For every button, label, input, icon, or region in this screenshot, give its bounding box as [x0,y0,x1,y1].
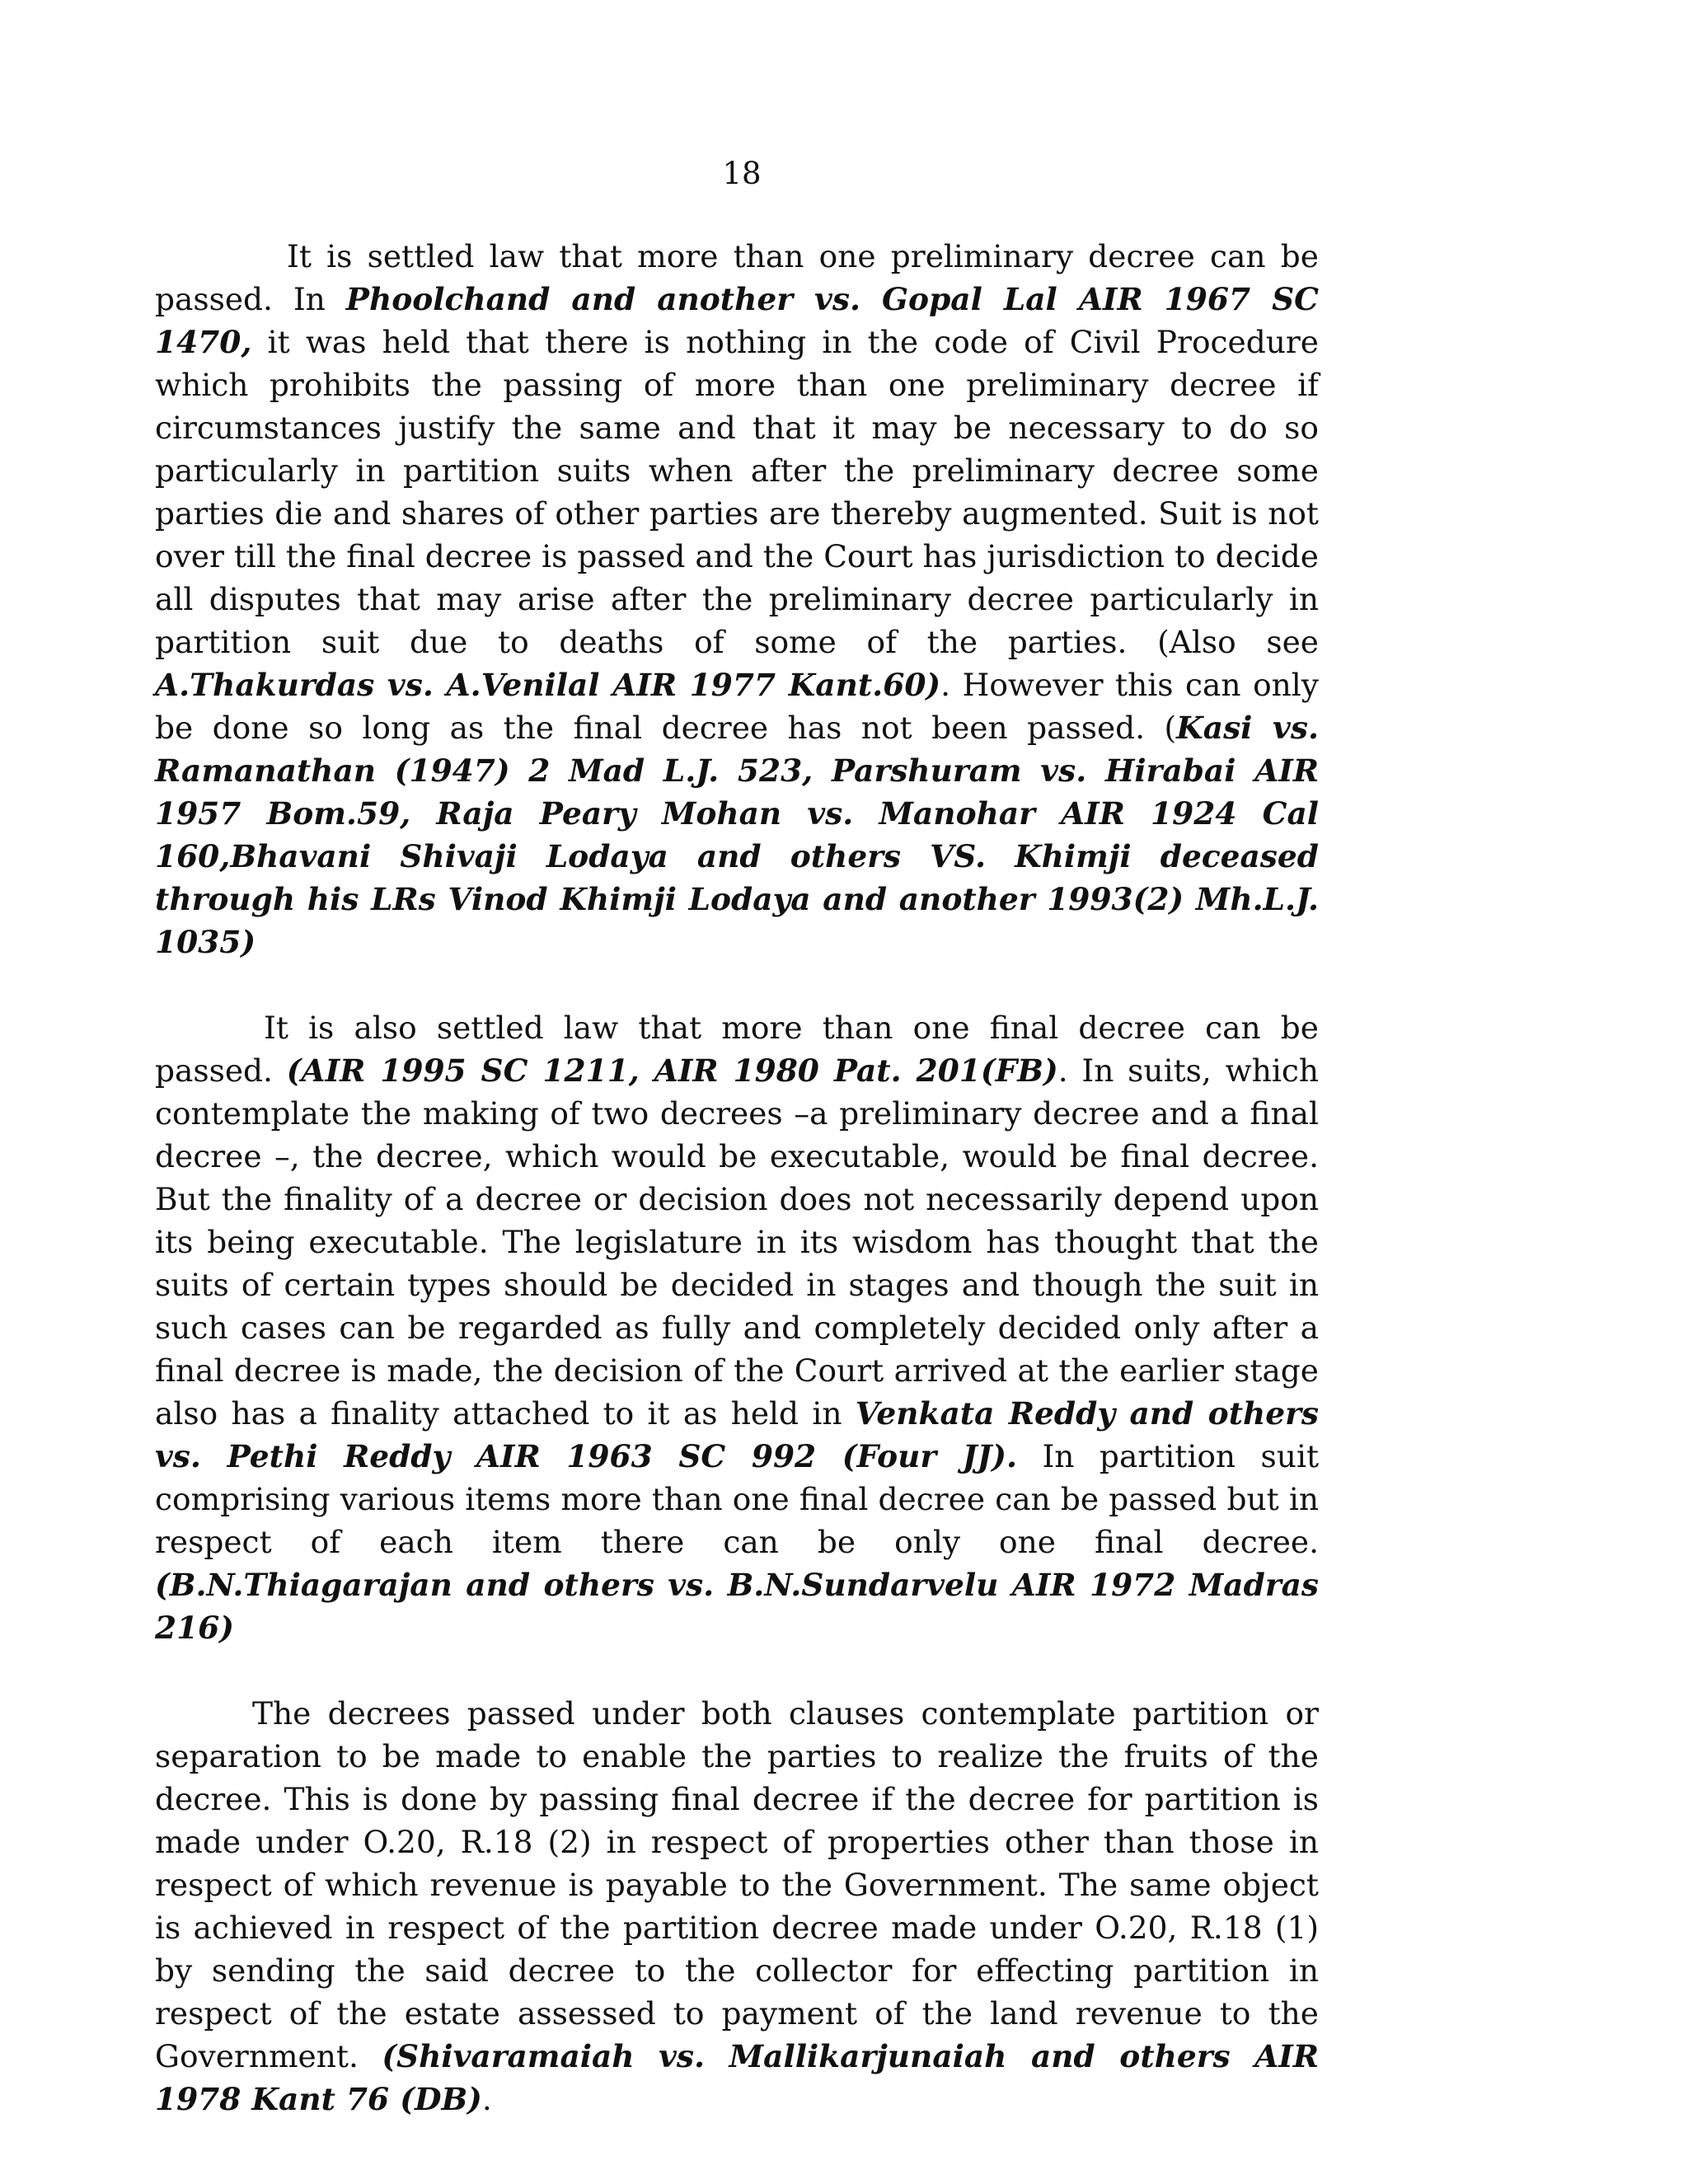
para1-text-3: . However this can only be done so long as the final decree has not been passed. ( [155,667,1319,746]
citation-kasi-group: Kasi vs. Ramanathan (1947) 2 Mad L.J. 523, Parshuram vs. Hirabai AIR 1957 Bom.59, Raja Peary Mohan vs. Manohar AIR 1924 Cal 160,Bhavani Shivaji Lodaya and others VS. Khimji deceased through his LRs Vinod Khimji Lodaya and another 1993(2) Mh.L.J. 1035) [155,710,1319,960]
paragraph-preliminary-decree [155,235,1319,963]
para1-text-1: It is settled law that more than one preliminary decree can be passed. In [155,238,1319,317]
paragraph-final-decree [155,1006,1319,1649]
para1-text-2: it was held that there is nothing in the code of Civil Procedure which prohibits the passing of more than one preliminary decree if circumstances justify the same and that it may be necessary to do so particularly in partition suits when after the preliminary decree some parties die and shares of other parties are thereby augmented. Suit is not over till the final decree is passed and the Court has jurisdiction to decide all disputes that may arise after the preliminary decree particularly in partition suit due to deaths of some of the parties. (Also see [155,324,1319,660]
page-number: 18 [722,156,762,191]
citation-thiagarajan: (B.N.Thiagarajan and others vs. B.N.Sundarvelu AIR 1972 Madras 216) [155,1567,1319,1646]
para2-text-2: . In suits, which contemplate the making of two decrees –a preliminary decree and a final decree –, the decree, which would be executable, would be final decree. But the finality of a decree or decision does not necessarily depend upon its being executable. The legislature in its wisdom has thought that the suits of certain types should be decided in stages and though the suit in such cases can be regarded as fully and completely decided only after a final decree is made, the decision of the Court arrived at the earlier stage also has a finality attached to it as held in [155,1052,1320,1432]
citation-phoolchand: Phoolchand and another vs. Gopal Lal AIR 1967 SC 1470, [155,281,1319,360]
citation-shivaramaiah: (Shivaramaiah vs. Mallikarjunaiah and others AIR 1978 Kant 76 (DB) [155,2038,1319,2117]
citation-thakurdas: A.Thakurdas vs. A.Venilal AIR 1977 Kant.60) [155,667,941,703]
para2-text-1: It is also settled law that more than one final decree can be passed. [155,1010,1319,1089]
citation-air-1995: (AIR 1995 SC 1211, AIR 1980 Pat. 201(FB) [286,1052,1058,1089]
para2-text-3: In partition suit comprising various items more than one final decree can be passed but in respect of each item there can be only one final decree. [155,1438,1320,1560]
para3-text-2: . [481,2081,492,2117]
document-body [155,235,1319,2163]
paragraph-decrees-clauses [155,1692,1319,2121]
citation-venkata-reddy: Venkata Reddy and others vs. Pethi Reddy AIR 1963 SC 992 (Four JJ). [155,1395,1320,1474]
para3-text-1: The decrees passed under both clauses contemplate partition or separation to be made to enable the parties to realize the fruits of the decree. This is done by passing final decree if the decree for partition is made under O.20, R.18 (2) in respect of properties other than those in respect of which revenue is payable to the Government. The same object is achieved in respect of the partition decree made under O.20, R.18 (1) by sending the said decree to the collector for effecting partition in respect of the estate assessed to payment of the land revenue to the Government. [155,1695,1319,2074]
